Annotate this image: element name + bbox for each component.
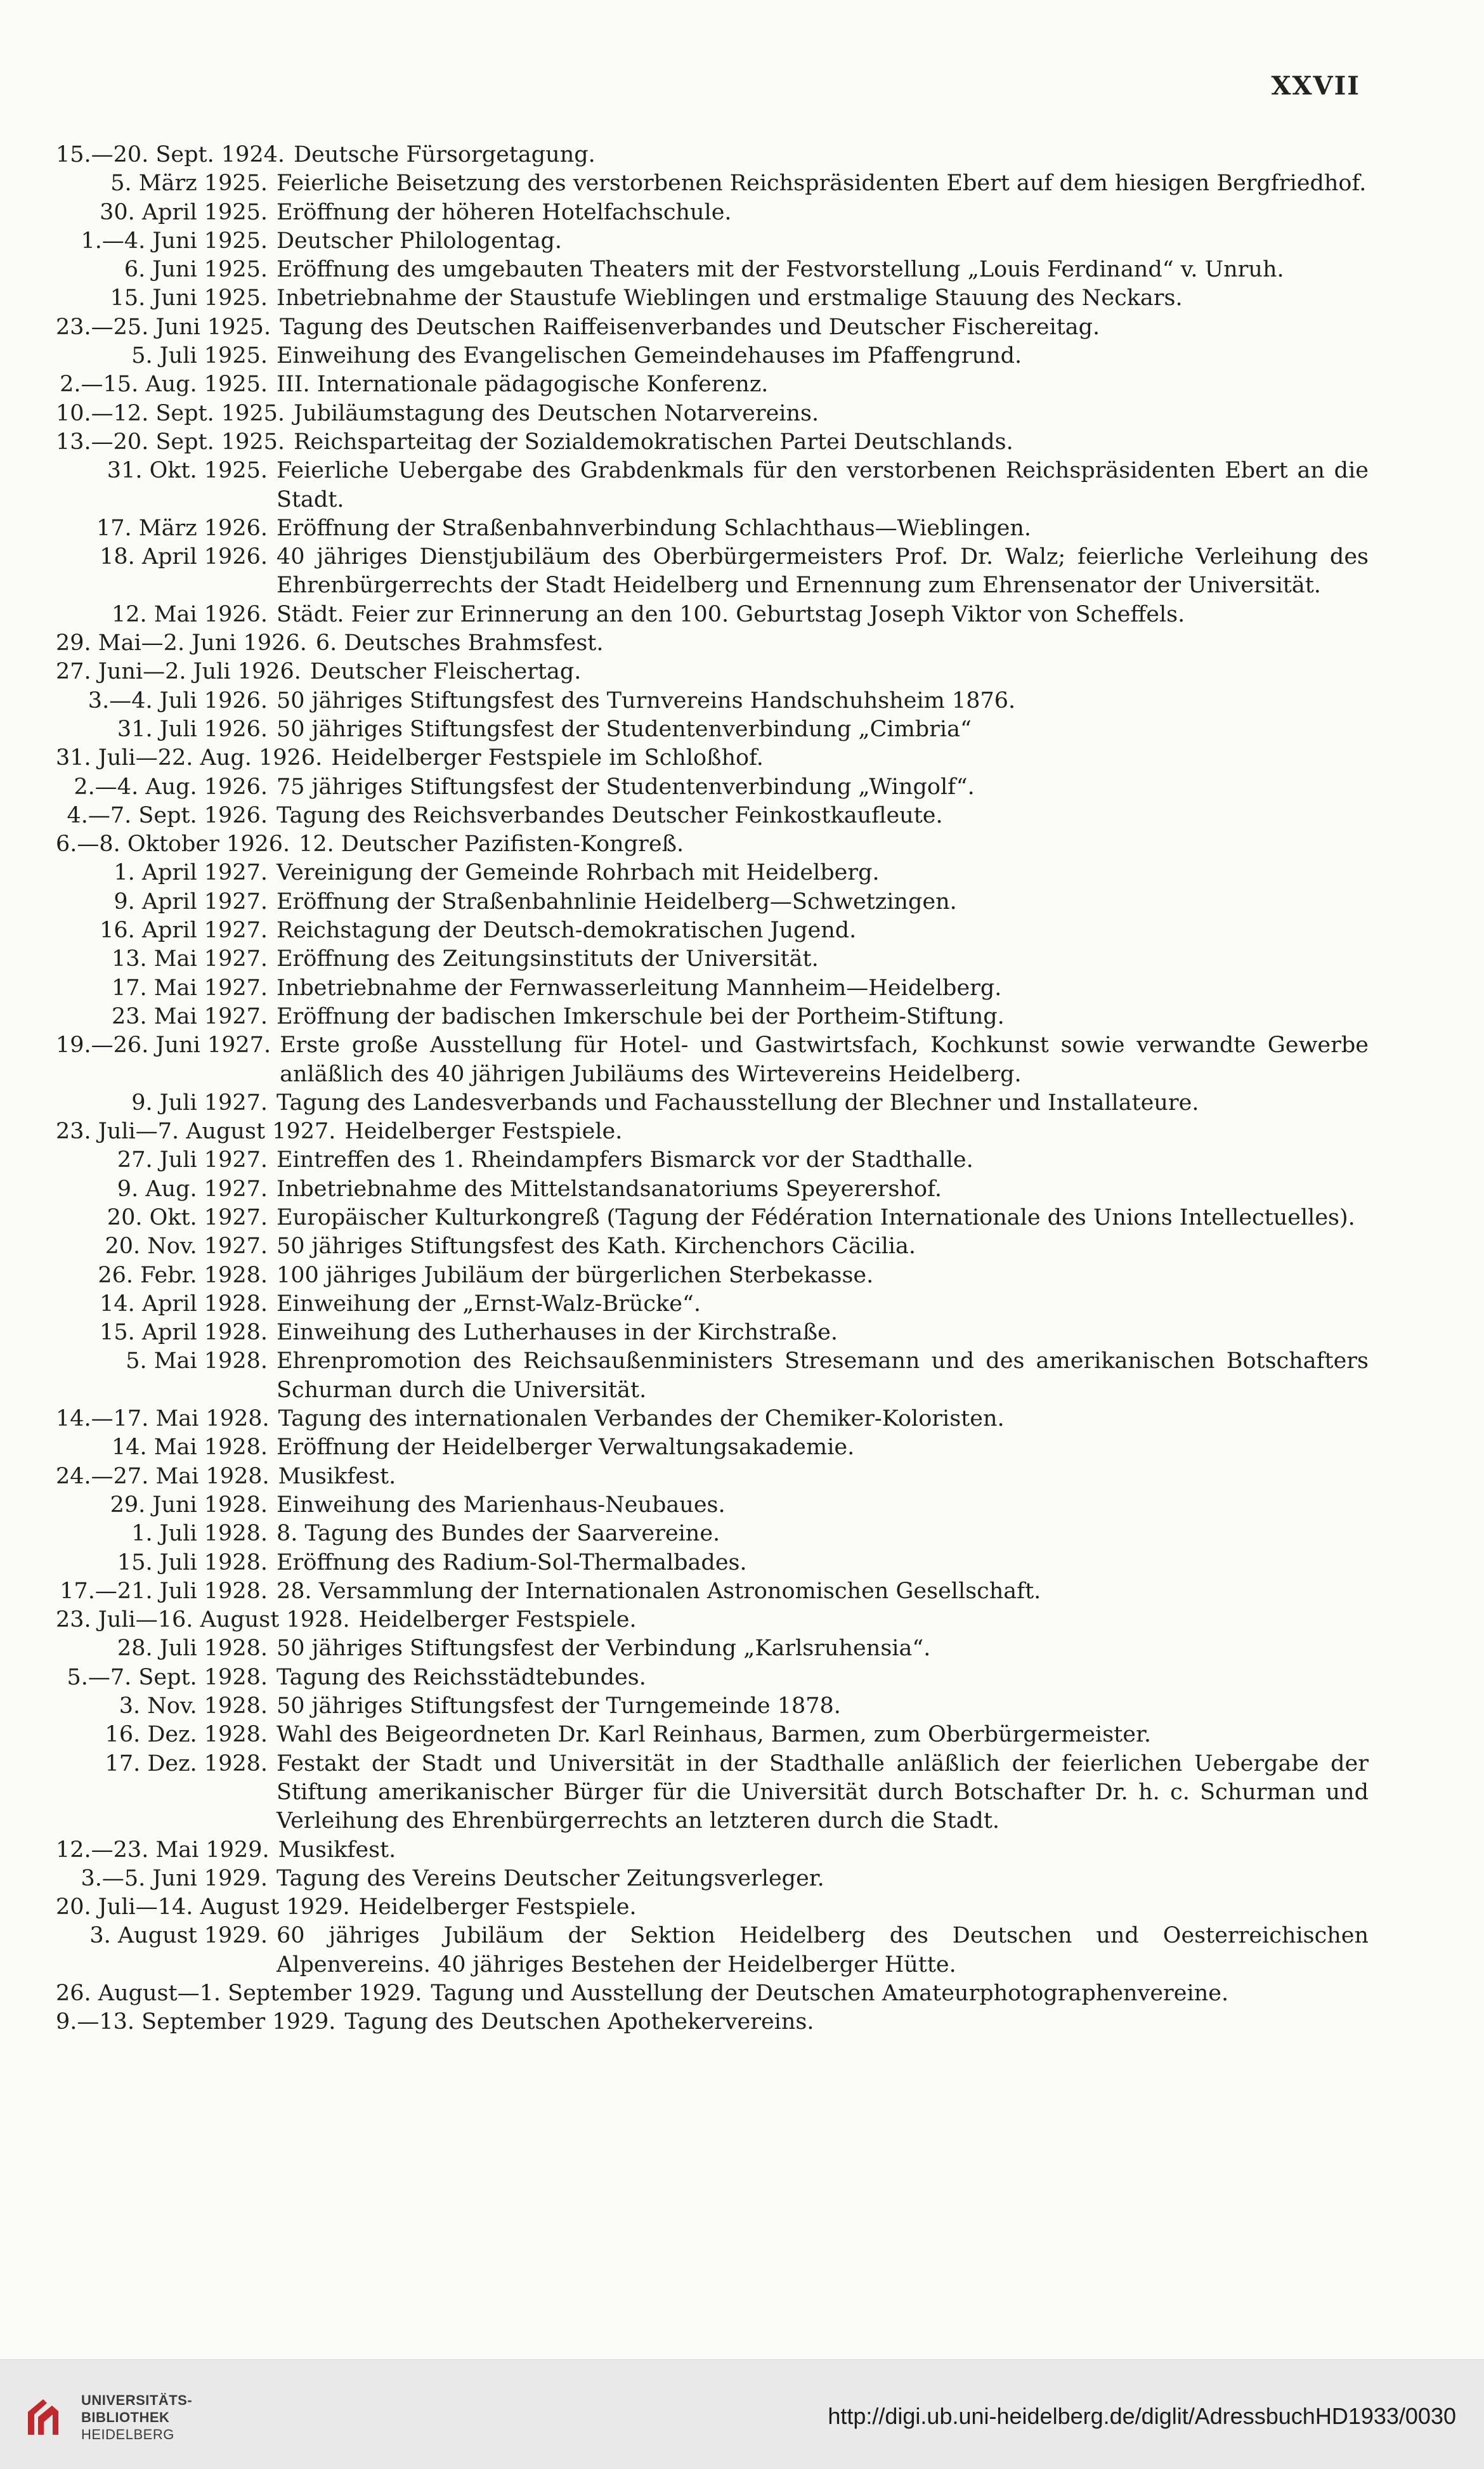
entry-event: 40 jähriges Dienstjubiläum des Oberbürgermeisters Prof. Dr. Walz; feierliche Verleihung des Ehrenbürgerrechts der Stadt Heidelberg und Ernennung zum Ehrensenator der Universität. — [277, 544, 1369, 599]
entry-event: Festakt der Stadt und Universität in der Stadthalle anläßlich der feierlichen Uebergabe der Stiftung amerikanischer Bürger für die Universität durch Botschafter Dr. h. c. Schurman und Verleihung des Ehrenbürgerrechts an letzteren durch die Stadt. — [277, 1750, 1369, 1834]
entry-date: 15. Juni 1925. — [110, 285, 268, 311]
entry-event: Eröffnung des Radium-Sol-Thermalbades. — [277, 1549, 747, 1575]
entry-event: Musikfest. — [278, 1463, 396, 1489]
ub-heidelberg-logo-icon[interactable] — [18, 2390, 68, 2441]
chronicle-entry — [56, 1175, 1369, 1204]
entry-date: 5.—7. Sept. 1928. — [67, 1664, 268, 1690]
entry-event: 8. Tagung des Bundes der Saarvereine. — [277, 1521, 720, 1547]
entry-event: 50 jähriges Stiftungsfest der Turngemeinde 1878. — [277, 1693, 841, 1719]
entry-event: Eröffnung der badischen Imkerschule bei der Portheim-Stiftung. — [277, 1003, 1005, 1029]
entry-date: 3.—4. Juli 1926. — [88, 687, 268, 713]
entry-date: 9. Aug. 1927. — [117, 1176, 268, 1202]
chronicle-entry — [56, 370, 1369, 399]
chronicle-entry — [56, 1204, 1369, 1232]
chronicle-entry — [56, 1606, 1369, 1634]
entry-date: 3.—5. Juni 1929. — [81, 1865, 268, 1891]
entry-date: 20. Okt. 1927. — [107, 1204, 268, 1230]
entry-event: Eintreffen des 1. Rheindampfers Bismarck vor der Stadthalle. — [277, 1147, 973, 1173]
chronicle-entry — [56, 1721, 1369, 1749]
entry-event: 75 jähriges Stiftungsfest der Studentenverbindung „Wingolf“. — [277, 774, 975, 800]
entry-event: Feierliche Beisetzung des verstorbenen Reichspräsidenten Ebert auf dem hiesigen Bergfriedhof. — [277, 171, 1367, 197]
entry-event: Heidelberger Festspiele. — [358, 1894, 637, 1920]
chronicle-entry — [56, 284, 1369, 313]
chronicle-entry — [56, 715, 1369, 744]
entry-event: Deutscher Fleischertag. — [309, 659, 582, 685]
entry-date: 14.—17. Mai 1928. — [56, 1406, 270, 1432]
entry-date: 23. Juli—7. August 1927. — [56, 1119, 336, 1145]
entry-date: 18. April 1926. — [100, 544, 268, 570]
entry-date: 17. Mai 1927. — [111, 975, 268, 1001]
entry-event: Eröffnung des Zeitungsinstituts der Universität. — [277, 946, 819, 972]
entry-event: Tagung des Landesverbands und Fachausstellung der Blechner und Installateure. — [277, 1090, 1199, 1116]
chronicle-entry — [56, 141, 1369, 169]
chronicle-entry — [56, 342, 1369, 370]
entry-event: Tagung des Deutschen Apothekervereins. — [344, 2009, 814, 2035]
library-name-line: HEIDELBERG — [81, 2427, 174, 2442]
entry-date: 4.—7. Sept. 1926. — [67, 802, 268, 828]
library-name-line: UNIVERSITÄTS- — [81, 2392, 193, 2408]
entry-date: 13.—20. Sept. 1925. — [56, 429, 285, 455]
entry-event: Wahl des Beigeordneten Dr. Karl Reinhaus, Barmen, zum Oberbürgermeister. — [277, 1722, 1151, 1748]
entry-date: 3. August 1929. — [89, 1923, 268, 1949]
entry-date: 15.—20. Sept. 1924. — [56, 142, 285, 167]
entry-event: 28. Versammlung der Internationalen Astronomischen Gesellschaft. — [277, 1578, 1041, 1604]
entry-event: Tagung des Deutschen Raiffeisenverbandes und Deutscher Fischereitag. — [280, 314, 1100, 340]
chronicle-entry — [56, 1865, 1369, 1893]
chronicle-entry — [56, 1261, 1369, 1290]
entry-event: Europäischer Kulturkongreß (Tagung der Fédération Internationale des Unions Intellectuelles). — [277, 1204, 1355, 1230]
chronicle-entry — [56, 888, 1369, 916]
entry-event: Heidelberger Festspiele. — [344, 1119, 623, 1145]
entry-event: Musikfest. — [278, 1837, 396, 1863]
entry-event: Eröffnung der Heidelberger Verwaltungsakademie. — [277, 1435, 855, 1461]
entry-date: 15. April 1928. — [100, 1320, 268, 1346]
entry-event: 60 jähriges Jubiläum der Sektion Heidelberg des Deutschen und Oesterreichischen Alpenvereins. 40 jähriges Bestehen der Heidelberger Hütte. — [277, 1923, 1369, 1977]
chronicle-entry — [56, 1347, 1369, 1405]
entry-date: 31. Okt. 1925. — [107, 458, 268, 484]
chronicle-entry — [56, 1634, 1369, 1663]
entry-date: 9. April 1927. — [114, 889, 268, 915]
chronicle-entry — [56, 1491, 1369, 1520]
entry-date: 10.—12. Sept. 1925. — [56, 400, 285, 426]
entry-event: 50 jähriges Stiftungsfest des Kath. Kirchenchors Cäcilia. — [277, 1234, 916, 1260]
entry-event: Deutscher Philologentag. — [277, 228, 562, 254]
chronicle-entry — [56, 1463, 1369, 1491]
entry-date: 26. Febr. 1928. — [98, 1262, 268, 1288]
chronicle-entry — [56, 1664, 1369, 1692]
entry-date: 17. Dez. 1928. — [105, 1750, 268, 1776]
chronicle-entry — [56, 1750, 1369, 1836]
entry-date: 6.—8. Oktober 1926. — [56, 831, 290, 857]
entry-event: 12. Deutscher Pazifisten-Kongreß. — [299, 831, 684, 857]
chronicle-entry — [56, 1405, 1369, 1433]
entry-date: 16. April 1927. — [100, 918, 268, 944]
entry-date: 14. April 1928. — [100, 1291, 268, 1317]
chronicle-entry — [56, 658, 1369, 686]
entry-date: 19.—26. Juni 1927. — [56, 1033, 271, 1059]
entry-date: 20. Nov. 1927. — [105, 1234, 268, 1260]
chronicle-entry — [56, 916, 1369, 945]
permalink-url[interactable]: http://digi.ub.uni-heidelberg.de/diglit/AdressbuchHD1933/0030 — [828, 2403, 1456, 2429]
chronicle-entry-list — [56, 141, 1369, 2037]
entry-event: Deutsche Fürsorgetagung. — [294, 142, 596, 167]
chronicle-entry — [56, 629, 1369, 658]
chronicle-entry — [56, 428, 1369, 457]
chronicle-entry — [56, 1520, 1369, 1548]
entry-date: 13. Mai 1927. — [111, 946, 268, 972]
entry-date: 2.—15. Aug. 1925. — [60, 372, 268, 398]
chronicle-entry — [56, 1836, 1369, 1865]
entry-date: 16. Dez. 1928. — [105, 1722, 268, 1748]
entry-date: 1. Juli 1928. — [131, 1521, 268, 1547]
chronicle-entry — [56, 773, 1369, 802]
entry-date: 29. Juni 1928. — [110, 1492, 268, 1518]
entry-date: 1. April 1927. — [114, 860, 268, 886]
entry-date: 17.—21. Juli 1928. — [60, 1578, 268, 1604]
entry-event: Einweihung des Lutherhauses in der Kirchstraße. — [277, 1320, 838, 1346]
entry-event: Ehrenpromotion des Reichsaußenministers Stresemann und des amerikanischen Botschafters Schurman durch die Universität. — [277, 1348, 1369, 1403]
entry-date: 31. Juli 1926. — [117, 716, 268, 742]
entry-date: 15. Juli 1928. — [117, 1549, 268, 1575]
entry-date: 23. Mai 1927. — [111, 1003, 268, 1029]
chronicle-entry — [56, 1433, 1369, 1462]
chronicle-entry — [56, 945, 1369, 974]
chronicle-entry — [56, 802, 1369, 830]
entry-date: 5. März 1925. — [110, 171, 268, 197]
entry-date: 27. Juli 1927. — [117, 1147, 268, 1173]
chronicle-entry — [56, 313, 1369, 342]
chronicle-entry — [56, 1031, 1369, 1089]
entry-date: 9.—13. September 1929. — [56, 2009, 336, 2035]
chronicle-entry — [56, 227, 1369, 256]
entry-event: Einweihung des Evangelischen Gemeindehauses im Pfaffengrund. — [277, 343, 1022, 369]
entry-date: 27. Juni—2. Juli 1926. — [56, 659, 301, 685]
entry-event: Tagung und Ausstellung der Deutschen Amateurphotographenvereine. — [431, 1981, 1229, 2006]
chronicle-entry — [56, 543, 1369, 601]
entry-event: Erste große Ausstellung für Hotel- und Gastwirtsfach, Kochkunst sowie verwandte Gewerbe anläßlich des 40 jährigen Jubiläums des Wirtevereins Heidelberg. — [280, 1033, 1369, 1087]
entry-date: 12.—23. Mai 1929. — [56, 1837, 270, 1863]
entry-date: 24.—27. Mai 1928. — [56, 1463, 270, 1489]
entry-date: 20. Juli—14. August 1929. — [56, 1894, 350, 1920]
viewer-footer — [0, 2359, 1484, 2469]
entry-event: Einweihung der „Ernst-Walz-Brücke“. — [277, 1291, 701, 1317]
chronicle-entry — [56, 1232, 1369, 1261]
chronicle-entry — [56, 514, 1369, 543]
entry-event: Einweihung des Marienhaus-Neubaues. — [277, 1492, 726, 1518]
entry-event: 100 jähriges Jubiläum der bürgerlichen Sterbekasse. — [277, 1262, 874, 1288]
entry-date: 14. Mai 1928. — [111, 1435, 268, 1461]
chronicle-entry — [56, 1319, 1369, 1347]
entry-event: Eröffnung der Straßenbahnverbindung Schlachthaus—Wieblingen. — [277, 515, 1032, 541]
chronicle-entry — [56, 1922, 1369, 1979]
entry-event: III. Internationale pädagogische Konferenz. — [277, 372, 769, 398]
entry-event: Tagung des Reichsverbandes Deutscher Feinkostkaufleute. — [277, 802, 943, 828]
chronicle-entry — [56, 859, 1369, 887]
entry-event: Reichstagung der Deutsch-demokratischen Jugend. — [277, 918, 857, 944]
chronicle-entry — [56, 169, 1369, 198]
entry-date: 23.—25. Juni 1925. — [56, 314, 271, 340]
entry-event: 50 jähriges Stiftungsfest der Verbindung „Karlsruhensia“. — [277, 1636, 931, 1662]
entry-event: 50 jähriges Stiftungsfest der Studentenverbindung „Cimbria“ — [277, 716, 972, 742]
entry-date: 29. Mai—2. Juni 1926. — [56, 630, 307, 656]
chronicle-entry — [56, 974, 1369, 1003]
entry-event: Inbetriebnahme der Fernwasserleitung Mannheim—Heidelberg. — [277, 975, 1002, 1001]
entry-event: Tagung des Vereins Deutscher Zeitungsverleger. — [277, 1865, 824, 1891]
entry-event: Tagung des Reichsstädtebundes. — [277, 1664, 646, 1690]
entry-event: 6. Deutsches Brahmsfest. — [315, 630, 604, 656]
chronicle-entry — [56, 256, 1369, 284]
entry-date: 5. Juli 1925. — [131, 343, 268, 369]
chronicle-entry — [56, 1979, 1369, 2008]
entry-event: Städt. Feier zur Erinnerung an den 100. Geburtstag Joseph Viktor von Scheffels. — [277, 601, 1185, 627]
entry-event: Jubiläumstagung des Deutschen Notarvereins. — [294, 400, 819, 426]
chronicle-entry — [56, 1089, 1369, 1117]
chronicle-entry — [56, 744, 1369, 772]
entry-date: 26. August—1. September 1929. — [56, 1981, 422, 2006]
chronicle-entry — [56, 1117, 1369, 1146]
entry-event: Reichsparteitag der Sozialdemokratischen Partei Deutschlands. — [294, 429, 1013, 455]
entry-event: Feierliche Uebergabe des Grabdenkmals für den verstorbenen Reichspräsidenten Ebert an die Stadt. — [277, 458, 1369, 512]
entry-event: Heidelberger Festspiele. — [358, 1607, 637, 1633]
entry-event: Eröffnung des umgebauten Theaters mit der Festvorstellung „Louis Ferdinand“ v. Unruh. — [277, 257, 1284, 283]
entry-event: Eröffnung der Straßenbahnlinie Heidelberg—Schwetzingen. — [277, 889, 957, 915]
chronicle-entry — [56, 2008, 1369, 2036]
chronicle-entry — [56, 1290, 1369, 1319]
chronicle-entry — [56, 1893, 1369, 1922]
entry-date: 28. Juli 1928. — [117, 1636, 268, 1662]
entry-date: 6. Juni 1925. — [124, 257, 268, 283]
entry-date: 2.—4. Aug. 1926. — [74, 774, 268, 800]
entry-event: Heidelberger Festspiele im Schloßhof. — [331, 745, 764, 771]
entry-date: 30. April 1925. — [100, 199, 268, 225]
entry-event: 50 jähriges Stiftungsfest des Turnvereins Handschuhsheim 1876. — [277, 687, 1016, 713]
chronicle-entry — [56, 1003, 1369, 1031]
chronicle-entry — [56, 457, 1369, 514]
chronicle-entry — [56, 400, 1369, 428]
page-number: XXVII — [1271, 71, 1360, 101]
library-name-line: BIBLIOTHEK — [81, 2409, 170, 2425]
entry-date: 17. März 1926. — [96, 515, 268, 541]
chronicle-entry — [56, 601, 1369, 629]
entry-event: Vereinigung der Gemeinde Rohrbach mit Heidelberg. — [277, 860, 880, 886]
chronicle-entry — [56, 1146, 1369, 1175]
chronicle-entry — [56, 1577, 1369, 1606]
library-name — [81, 2392, 192, 2443]
chronicle-entry — [56, 830, 1369, 859]
entry-date: 12. Mai 1926. — [111, 601, 268, 627]
chronicle-entry — [56, 199, 1369, 227]
chronicle-entry — [56, 1549, 1369, 1577]
entry-date: 3. Nov. 1928. — [119, 1693, 268, 1719]
entry-date: 31. Juli—22. Aug. 1926. — [56, 745, 323, 771]
entry-event: Tagung des internationalen Verbandes der Chemiker-Koloristen. — [278, 1406, 1005, 1432]
entry-date: 23. Juli—16. August 1928. — [56, 1607, 350, 1633]
entry-event: Inbetriebnahme des Mittelstandsanatoriums Speyerershof. — [277, 1176, 942, 1202]
entry-date: 1.—4. Juni 1925. — [81, 228, 268, 254]
chronicle-entry — [56, 687, 1369, 715]
entry-event: Inbetriebnahme der Staustufe Wieblingen und erstmalige Stauung des Neckars. — [277, 285, 1183, 311]
chronicle-entry — [56, 1692, 1369, 1721]
entry-date: 5. Mai 1928. — [126, 1348, 268, 1374]
entry-date: 9. Juli 1927. — [131, 1090, 268, 1116]
entry-event: Eröffnung der höheren Hotelfachschule. — [277, 199, 732, 225]
